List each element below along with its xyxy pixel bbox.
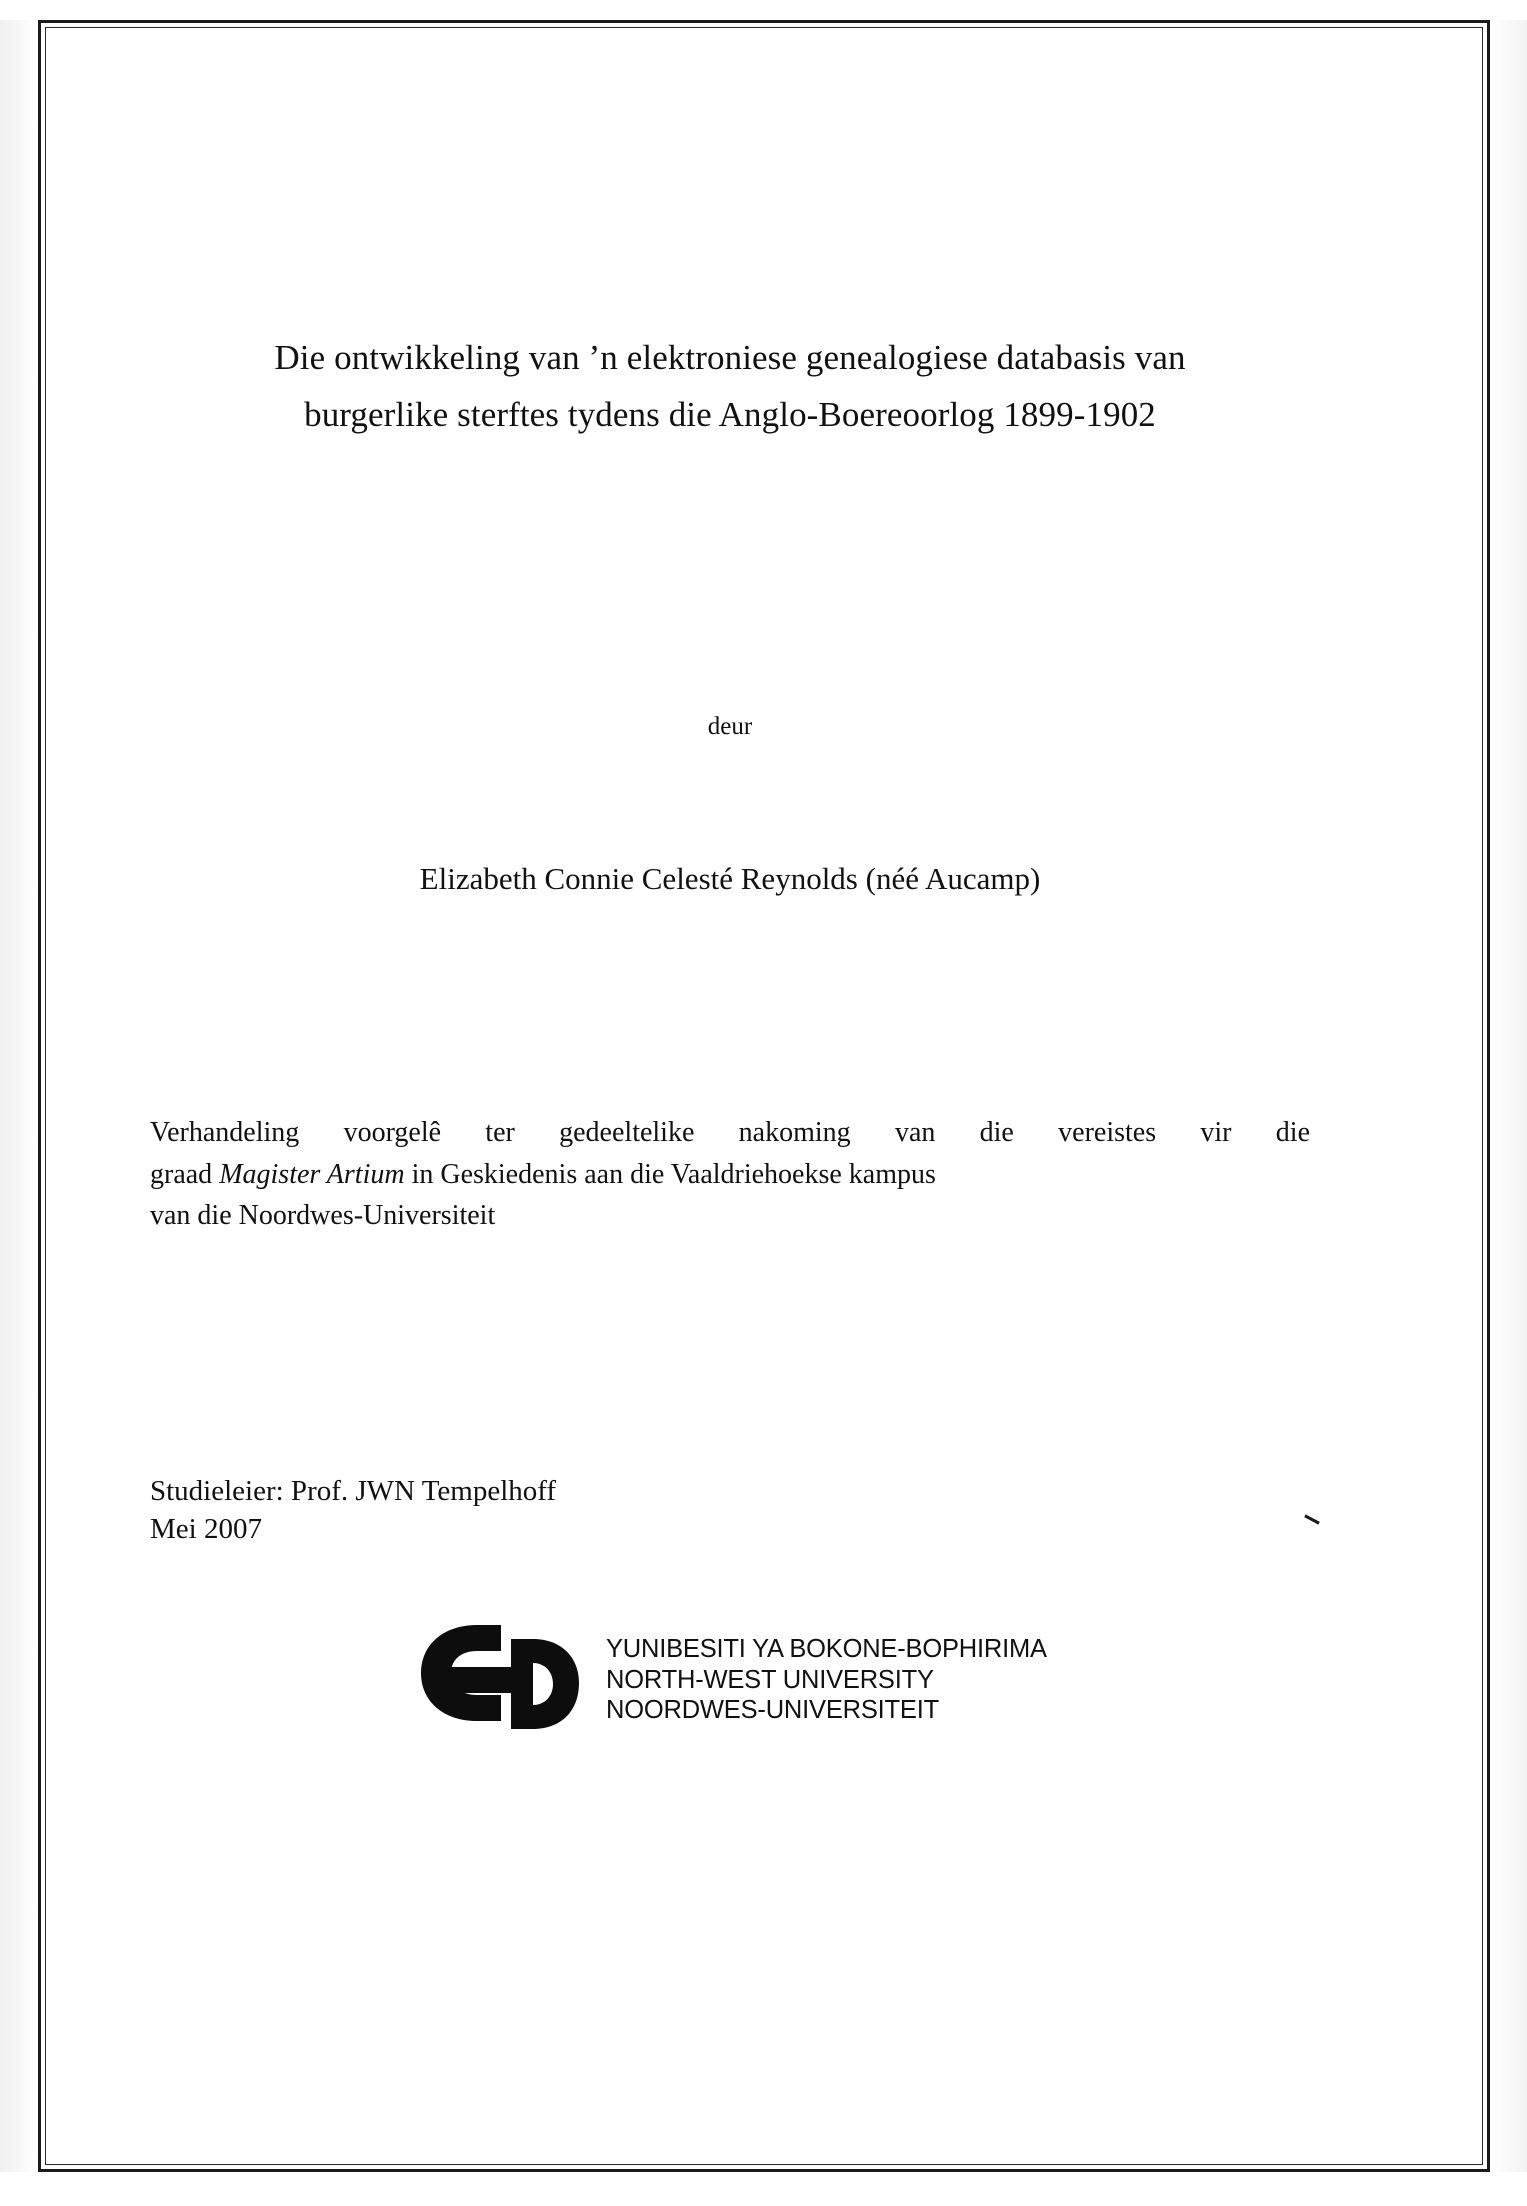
university-logo-icon: [415, 1621, 600, 1739]
title-line-1: Die ontwikkeling van ’n elektroniese genealogiese databasis van: [274, 338, 1186, 377]
scan-edge-left: [0, 0, 38, 2206]
scan-edge-right: [1490, 0, 1527, 2206]
supervisor-name: Studieleier: Prof. JWN Tempelhoff: [150, 1474, 557, 1507]
university-logo: [415, 1621, 1310, 1739]
submission-date: Mei 2007: [150, 1510, 1310, 1549]
supervisor-block: [150, 1472, 1310, 1549]
logo-line-1: YUNIBESITI YA BOKONE-BOPHIRIMA: [606, 1635, 1047, 1664]
scan-edge-bottom: [0, 2172, 1527, 2206]
scan-edge-top: [0, 0, 1527, 20]
author-name: Elizabeth Connie Celesté Reynolds (néé Aucamp): [419, 861, 1041, 897]
degree-line-2: [150, 1154, 1310, 1195]
degree-line-1: Verhandeling voorgelê ter gedeeltelike nakoming van die vereistes vir die: [150, 1117, 1310, 1149]
title-page-content: [150, 330, 1310, 1739]
title-line-2: burgerlike sterftes tydens die Anglo-Boereoorlog 1899-1902: [304, 394, 1156, 434]
logo-line-3: NOORDWES-UNIVERSITEIT: [606, 1695, 939, 1724]
university-logo-text: [606, 1634, 1047, 1725]
degree-line-2-prefix: graad: [150, 1158, 220, 1190]
page-title: [150, 330, 1310, 443]
logo-line-2: NORTH-WEST UNIVERSITY: [606, 1665, 934, 1694]
degree-line-2-suffix: in Geskiedenis aan die Vaaldriehoekse kampus: [404, 1158, 936, 1190]
degree-line-3: van die Noordwes-Universiteit: [150, 1200, 496, 1232]
degree-statement: [150, 1112, 1310, 1236]
degree-name-italic: Magister Artium: [219, 1158, 405, 1190]
by-label: deur: [707, 713, 753, 741]
